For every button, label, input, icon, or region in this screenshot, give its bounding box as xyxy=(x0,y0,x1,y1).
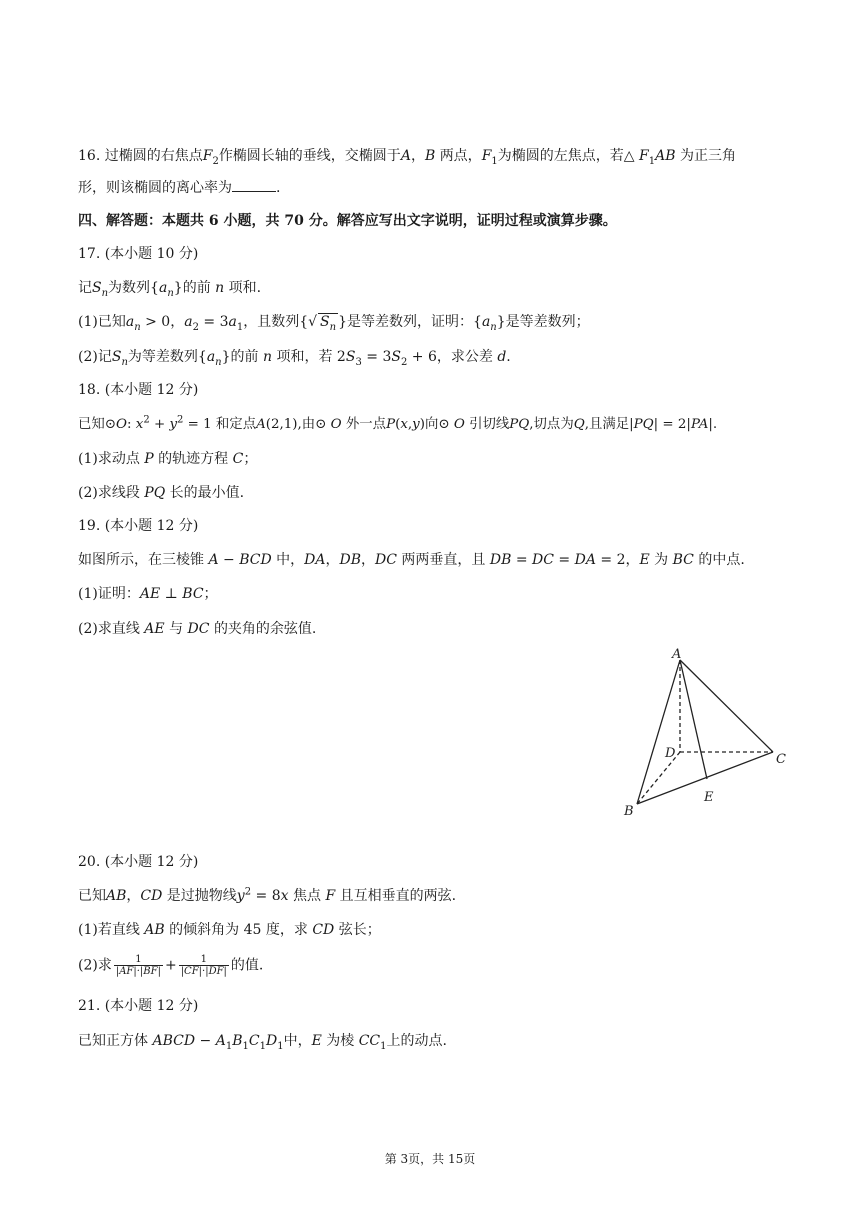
edge-ac xyxy=(680,660,773,752)
label-c: C xyxy=(776,752,786,767)
q18-intro: 已知⊙O: $x^2 + y^2 = 1$ 和定点A(2,1),由⊙ O 外一点P(x,y)向⊙ O 引切线PQ,切点为Q,且满足|PQ| = 2|PA|. xyxy=(78,414,718,432)
q20-part-1: (1)若直线 AB 的倾斜角为 45 度，求 CD 弦长； xyxy=(78,922,381,938)
q18-part-2: (2)求线段 PQ 长的最小值. xyxy=(78,485,245,501)
label-e: E xyxy=(704,790,714,805)
q18-header: 18. (本小题 12 分) xyxy=(78,382,199,398)
label-b: B xyxy=(624,804,634,819)
fraction-1: $\frac{1}{|AF|\cdot|BF|}$ xyxy=(115,954,161,977)
page-footer: 第 3页，共 15页 xyxy=(384,1152,476,1166)
q21-intro: 已知正方体 ABCD − $A_1B_1C_1D_1$中，E 为棱 $CC_1$上的动点. xyxy=(78,1033,447,1052)
fraction-2: $\frac{1}{|CF|\cdot|DF|}$ xyxy=(180,954,227,977)
q20-intro: 已知AB，CD 是过抛物线$y^2 = 8x$ 焦点 F 且互相垂直的两弦. xyxy=(78,886,457,904)
q19-header: 19. (本小题 12 分) xyxy=(78,518,199,534)
q19-part-1: (1)证明：AE ⊥ BC； xyxy=(78,586,218,602)
q20-part-2: (2)求 $\frac{1}{|AF|\cdot|BF|}$ + $\frac{1}{|CF|\cdot|DF|}$ 的值. xyxy=(78,954,264,977)
tetrahedron-figure xyxy=(610,640,800,825)
section-heading: 四、解答题：本题共 6 小题，共 70 分。解答应写出文字说明，证明过程或演算步骤。 xyxy=(78,213,617,229)
q19-part-2: (2)求直线 AE 与 DC 的夹角的余弦值. xyxy=(78,621,317,637)
q17-part-2: (2)记$S_n$为等差数列$\{a_n\}$的前 n 项和，若 $2S_3 = 3S_2 + 6$，求公差 d. xyxy=(78,349,511,368)
q20-header: 20. (本小题 12 分) xyxy=(78,854,199,870)
q17-header: 17. (本小题 10 分) xyxy=(78,246,199,262)
q21-header: 21. (本小题 12 分) xyxy=(78,998,199,1014)
q19-intro: 如图所示，在三棱锥 A − BCD 中，DA，DB，DC 两两垂直，且 DB = DC = DA = 2，E 为 BC 的中点. xyxy=(78,552,745,568)
q16-line-1: 16. 过椭圆的右焦点$F_2$作椭圆长轴的垂线，交椭圆于A，B 两点，$F_1$为椭圆的左焦点，若△ $F_1AB$ 为正三角 xyxy=(78,148,736,167)
q18-part-1: (1)求动点 P 的轨迹方程 C； xyxy=(78,451,258,467)
q16-line-2: 形，则该椭圆的离心率为 . xyxy=(78,180,281,196)
label-d: D xyxy=(665,746,676,761)
edge-ab xyxy=(637,660,680,804)
answer-blank xyxy=(232,179,276,192)
segment-ae xyxy=(680,660,707,779)
label-a: A xyxy=(672,647,682,662)
q17-intro: 记$S_n$为数列$\{a_n\}$的前 n 项和. xyxy=(78,280,262,299)
q17-part-1: (1)已知$a_n > 0$，$a_2 = 3a_1$，且数列{√ $S_n$ }是等差数列，证明：$\{a_n\}$是等差数列； xyxy=(78,314,590,333)
